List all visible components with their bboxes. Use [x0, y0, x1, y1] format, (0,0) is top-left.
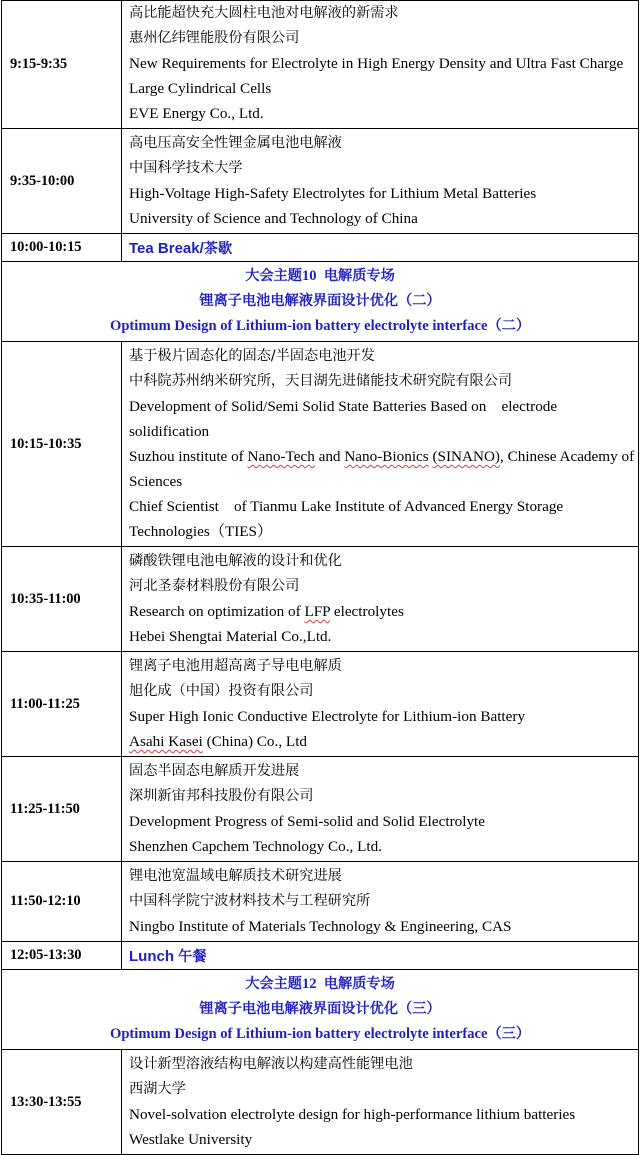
title-text: electrolytes: [330, 603, 404, 620]
session-content: [122, 129, 639, 234]
session-title-cn: 高比能超快充大圆柱电池对电解液的新需求: [129, 5, 399, 21]
session-row: [2, 862, 639, 942]
session-content: [122, 757, 639, 862]
break-time: 10:00-10:15: [2, 234, 122, 262]
session-row: [2, 652, 639, 757]
session-org-en-2: Chief Scientist of Tianmu Lake Institute of Advanced Energy Storage Technologies（TIES）: [129, 498, 567, 540]
session-org-cn: 西湖大学: [129, 1081, 186, 1097]
topic-subtitle-en-line: [2, 1022, 638, 1047]
session-title-en: [129, 599, 638, 624]
session-content: [122, 652, 639, 757]
session-org-cn: 河北圣泰材料股份有限公司: [129, 578, 300, 594]
session-title-en: Novel-solvation electrolyte design for high-performance lithium batteries: [129, 1106, 576, 1123]
session-title-cn: 锂电池宽温域电解质技术研究进展: [129, 868, 342, 884]
session-title-en: Development of Solid/Semi Solid State Batteries Based on electrode solidification: [129, 398, 561, 440]
session-title-en: Development Progress of Semi-solid and Solid Electrolyte: [129, 813, 486, 830]
session-row: [2, 547, 639, 652]
session-org-en: [129, 729, 638, 754]
org-text-flagged: Nano-Tech: [247, 448, 315, 465]
topic-heading-cn-a: 大会主题: [245, 268, 302, 284]
topic-heading: [2, 972, 638, 997]
org-text-flagged: (SINANO): [432, 448, 500, 465]
session-content: [122, 862, 639, 942]
session-title-cn: 固态半固态电解质开发进展: [129, 763, 300, 779]
title-text: Research on optimization of: [129, 603, 305, 620]
topic-subtitle-en-suffix: （二）: [487, 318, 531, 334]
break-label-en: Tea Break/: [129, 239, 204, 257]
session-time: 9:15-9:35: [2, 1, 122, 129]
session-row: [2, 342, 639, 547]
break-label-cn: 午餐: [178, 948, 207, 965]
topic-heading-num: 12: [301, 976, 317, 992]
org-text: (China) Co., Ltd: [202, 733, 308, 750]
session-time: 11:50-12:10: [2, 862, 122, 942]
session-title-cn: 高电压高安全性锂金属电池电解液: [129, 135, 342, 151]
org-text: and: [314, 448, 345, 465]
session-content: [122, 547, 639, 652]
session-org-cn: 旭化成（中国）投资有限公司: [129, 683, 314, 699]
session-title-en: New Requirements for Electrolyte in High Energy Density and Ultra Fast Charge Large Cylindrical Cells: [129, 55, 624, 97]
break-label: [129, 948, 207, 965]
session-title-en: Ningbo Institute of Materials Technology & Engineering, CAS: [129, 918, 512, 935]
break-label: [129, 240, 232, 257]
session-content: [122, 342, 639, 547]
session-title-cn: 设计新型溶液结构电解液以构建高性能锂电池: [129, 1056, 413, 1072]
topic-heading-cn-b: 电解质专场: [323, 268, 395, 284]
break-content: [122, 942, 639, 970]
session-title-cn: 磷酸铁锂电池电解液的设计和优化: [129, 553, 342, 569]
session-row: [2, 129, 639, 234]
agenda-table: [1, 0, 639, 1155]
session-org-en: Shenzhen Capchem Technology Co., Ltd.: [129, 838, 382, 855]
topic-heading-cn-a: 大会主题: [245, 976, 302, 992]
session-title-en: Super High Ionic Conductive Electrolyte for Lithium-ion Battery: [129, 708, 526, 725]
session-org-en: Hebei Shengtai Material Co.,Ltd.: [129, 628, 332, 645]
break-row: [2, 942, 639, 970]
session-time: 11:25-11:50: [2, 757, 122, 862]
topic-subtitle-en-line: [2, 314, 638, 339]
org-text: Suzhou institute of: [129, 448, 248, 465]
topic-subtitle-en: Optimum Design of Lithium-ion battery electrolyte interface: [109, 318, 488, 334]
org-text: , Chinese Academy of Sciences: [129, 448, 635, 490]
topic-subtitle-cn: 锂离子电池电解液界面设计优化（二）: [199, 293, 441, 309]
topic-subtitle-cn: 锂离子电池电解液界面设计优化（三）: [199, 1001, 441, 1017]
topic-header: [2, 970, 639, 1050]
topic-heading-num: 10: [301, 268, 317, 284]
session-row: [2, 1, 639, 129]
session-content: [122, 1, 639, 129]
session-time: 9:35-10:00: [2, 129, 122, 234]
topic-subtitle-en: Optimum Design of Lithium-ion battery electrolyte interface: [109, 1026, 488, 1042]
session-content: [122, 1050, 639, 1155]
title-text-flagged: LFP: [304, 603, 331, 620]
topic-heading: [2, 264, 638, 289]
session-org-cn: 中国科学院宁波材料技术与工程研究所: [129, 893, 371, 909]
break-label-cn: 茶歇: [203, 240, 233, 257]
topic-header-row: [2, 970, 639, 1050]
session-time: 13:30-13:55: [2, 1050, 122, 1155]
session-org-cn: 深圳新宙邦科技股份有限公司: [129, 788, 314, 804]
topic-header: [2, 262, 639, 342]
session-time: 10:15-10:35: [2, 342, 122, 547]
session-org-en: EVE Energy Co., Ltd.: [129, 105, 264, 122]
session-title-cn: 锂离子电池用超高离子导电电解质: [129, 658, 342, 674]
session-title-cn: 基于极片固态化的固态/半固态电池开发: [129, 348, 375, 364]
break-content: [122, 234, 639, 262]
topic-heading-cn-b: 电解质专场: [323, 976, 395, 992]
session-row: [2, 1050, 639, 1155]
topic-header-row: [2, 262, 639, 342]
session-time: 11:00-11:25: [2, 652, 122, 757]
session-title-en: High-Voltage High-Safety Electrolytes for Lithium Metal Batteries: [129, 185, 537, 202]
session-time: 10:35-11:00: [2, 547, 122, 652]
session-org-cn: 中国科学技术大学: [129, 160, 243, 176]
org-text-flagged: Asahi Kasei: [129, 733, 203, 750]
session-org-cn: 惠州亿纬锂能股份有限公司: [129, 30, 300, 46]
break-time: 12:05-13:30: [2, 942, 122, 970]
topic-subtitle-en-suffix: （三）: [487, 1026, 531, 1042]
break-label-en: Lunch: [129, 947, 179, 965]
session-org-en: Westlake University: [129, 1131, 253, 1148]
session-row: [2, 757, 639, 862]
session-org-en: University of Science and Technology of China: [129, 210, 418, 227]
session-org-en: [129, 444, 638, 494]
break-row: [2, 234, 639, 262]
org-text-flagged: Nano-Bionics: [344, 448, 429, 465]
session-org-cn: 中科院苏州纳米研究所，天目湖先进储能技术研究院有限公司: [129, 373, 513, 389]
